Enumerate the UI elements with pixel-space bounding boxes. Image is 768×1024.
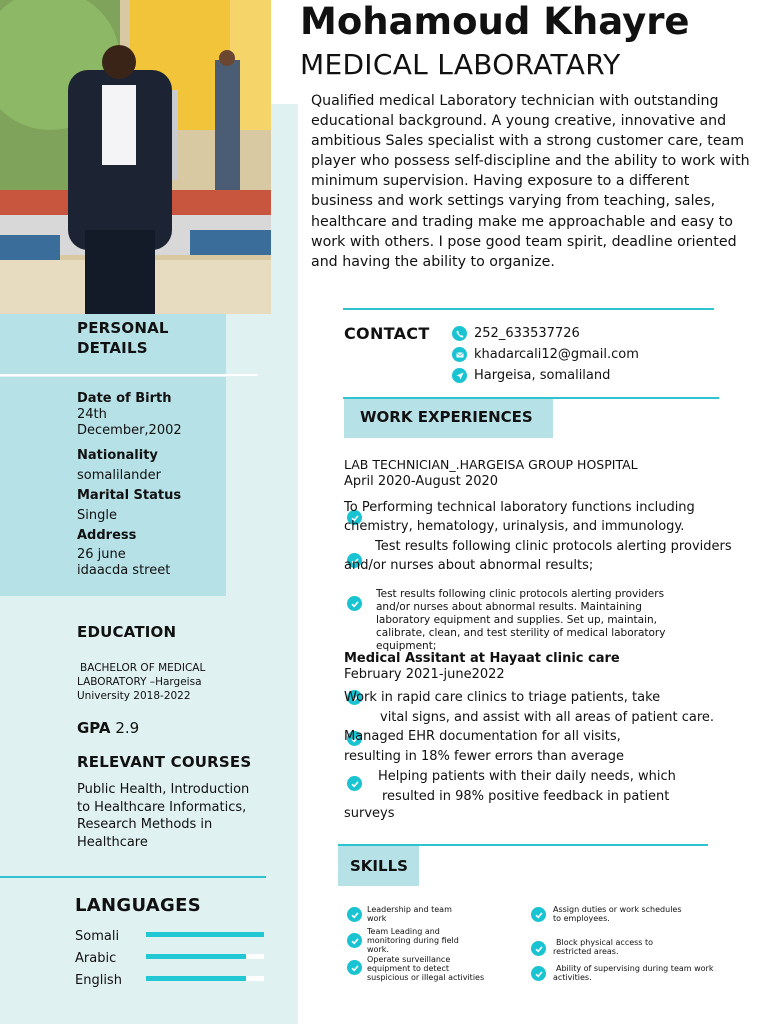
dob-value: 24th bbox=[77, 407, 107, 422]
job1-bullet-2: Test results following clinic protocols alerting providers and/or nurses about abnormal results; bbox=[344, 539, 732, 573]
check-icon bbox=[531, 941, 546, 956]
summary-text: Qualified medical Laboratory technician with outstanding educational background. A young creative, innovative and ambitious Sales specialist with a strong customer care, team player who possess self-discipline and the ability to work with minimum supervision. Having exposure to a different business and work settings varying from teaching, sales, healthcare and trading make me approachable and easy to work with others. I pose good team spirit, deadline oriented and having the ability to organize. bbox=[311, 93, 750, 270]
skill-item: Block physical access to restricted areas. bbox=[531, 938, 713, 964]
divider bbox=[0, 374, 258, 376]
language-level-fill bbox=[146, 976, 246, 981]
language-row bbox=[75, 947, 270, 969]
languages-heading: LANGUAGES bbox=[75, 895, 201, 916]
divider bbox=[343, 308, 714, 310]
job1-dates: April 2020-August 2020 bbox=[344, 474, 499, 489]
personal-details-list bbox=[77, 391, 225, 579]
relevant-courses-heading: RELEVANT COURSES bbox=[77, 753, 252, 771]
candidate-name: Mohamoud Khayre bbox=[300, 0, 690, 43]
email-icon bbox=[452, 347, 467, 362]
language-row bbox=[75, 925, 270, 947]
language-level-fill bbox=[146, 932, 264, 937]
dob-value: December,2002 bbox=[77, 423, 182, 438]
nationality-label: Nationality bbox=[77, 448, 158, 463]
courses-text: Public Health, Introduction to Healthcare Informatics, Research Methods in Healthcare bbox=[77, 782, 250, 850]
check-icon bbox=[347, 960, 362, 975]
language-level-fill bbox=[146, 954, 246, 959]
gpa-value: 2.9 bbox=[115, 719, 140, 737]
address-label: Address bbox=[77, 528, 137, 543]
dob-label: Date of Birth bbox=[77, 391, 172, 406]
job2-dates: February 2021-june2022 bbox=[344, 667, 505, 682]
skill-item: Operate surveillance equipment to detect suspicious or illegal activities bbox=[347, 955, 484, 983]
check-icon bbox=[347, 933, 362, 948]
gpa bbox=[77, 718, 139, 738]
language-name: Somali bbox=[75, 929, 120, 944]
skills-heading: SKILLS bbox=[350, 857, 408, 875]
nationality-value: somalilander bbox=[77, 468, 161, 483]
language-row bbox=[75, 969, 270, 991]
work-experiences-heading: WORK EXPERIENCES bbox=[360, 408, 533, 426]
language-level-bar bbox=[146, 976, 264, 981]
education-details: BACHELOR OF MEDICAL LABORATORY –Hargeisa University 2018-2022 bbox=[77, 662, 206, 702]
contact-heading: CONTACT bbox=[344, 324, 430, 343]
check-icon bbox=[347, 907, 362, 922]
address-value: idaacda street bbox=[77, 563, 171, 578]
language-level-bar bbox=[146, 932, 264, 937]
divider bbox=[0, 876, 266, 878]
contact-list bbox=[452, 323, 639, 386]
language-name: Arabic bbox=[75, 951, 117, 966]
job2-bullets: Work in rapid care clinics to triage patients, take vital signs, and assist with all areas of patient care. Managed EHR documentation for all visits, resulting in 18% fewer errors than average Helping patients with their daily needs, which resulted in 98% positive feedback in patient surveys bbox=[344, 690, 715, 822]
marital-status-value: Single bbox=[77, 508, 117, 523]
job1-title: LAB TECHNICIAN_.HARGEISA GROUP HOSPITAL bbox=[344, 457, 638, 472]
check-icon bbox=[531, 966, 546, 981]
skill-item: Assign duties or work schedules to employees. bbox=[531, 905, 713, 938]
marital-status-label: Marital Status bbox=[77, 488, 182, 503]
profile-photo bbox=[0, 0, 271, 314]
education-heading: EDUCATION bbox=[77, 623, 177, 641]
skills-right-list bbox=[531, 905, 713, 990]
languages-list bbox=[75, 925, 270, 991]
job-title: MEDICAL LABORATARY bbox=[300, 48, 621, 81]
skill-item: Team Leading and monitoring during field work. bbox=[347, 927, 484, 955]
job2-title: Medical Assitant at Hayaat clinic care bbox=[344, 651, 620, 666]
personal-details-heading: PERSONAL DETAILS bbox=[77, 319, 169, 357]
skill-item: Ability of supervising during team work activities. bbox=[531, 964, 713, 990]
job1-bullet-1: To Performing technical laboratory functions including chemistry, hematology, urinalysis, and immunology. bbox=[344, 500, 695, 534]
language-level-bar bbox=[146, 954, 264, 959]
contact-location: Hargeisa, somaliland bbox=[452, 365, 639, 386]
language-name: English bbox=[75, 973, 122, 988]
location-arrow-icon bbox=[452, 368, 467, 383]
check-icon bbox=[531, 907, 546, 922]
job1-bullet-3: Test results following clinic protocols alerting providers and/or nurses about abnormal results. Maintaining laboratory equipment and supplies. Set up, maintain, calibrate, clean, and test sterility of medical laboratory equipment; bbox=[376, 588, 666, 652]
skills-left-list bbox=[347, 905, 484, 983]
phone-icon bbox=[452, 326, 467, 341]
contact-email: khadarcali12@gmail.com bbox=[452, 344, 639, 365]
address-value: 26 june bbox=[77, 547, 126, 562]
check-icon bbox=[347, 596, 362, 611]
gpa-label: GPA bbox=[77, 719, 111, 737]
skill-item: Leadership and team work bbox=[347, 905, 484, 927]
contact-phone: 252_633537726 bbox=[452, 323, 639, 344]
